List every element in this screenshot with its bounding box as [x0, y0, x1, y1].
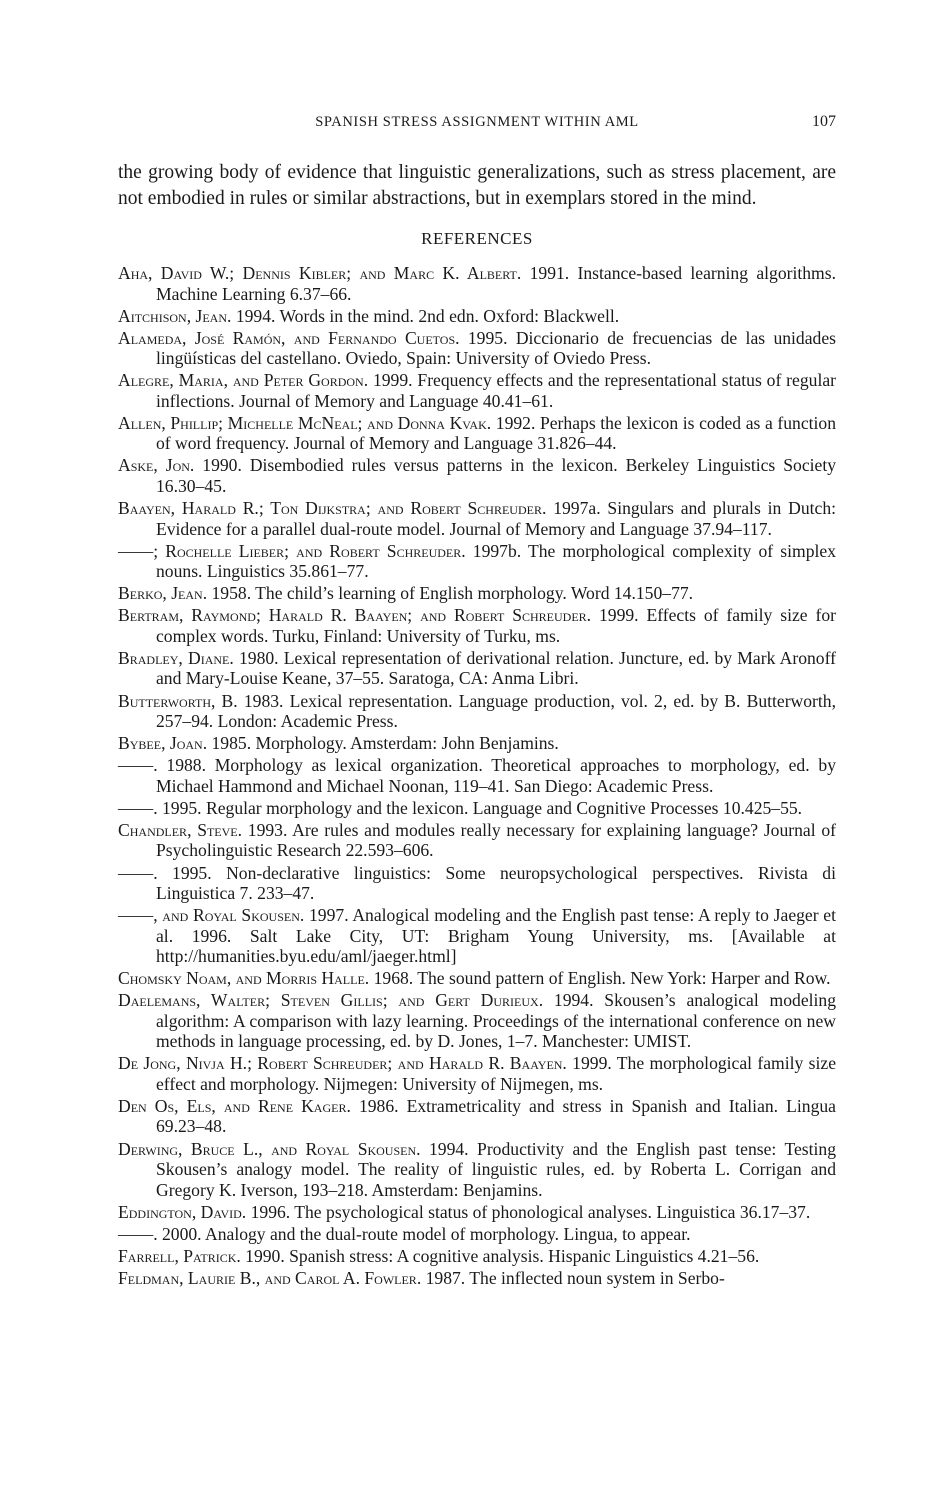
reference-author: Allen, Phillip; Michelle McNeal; and Donna Kvak.	[118, 412, 492, 433]
reference-details: 1992. Perhaps the lexicon is coded as a function of word frequency. Journal of Memory and Language 31.826–44.	[156, 412, 837, 454]
reference-entry	[118, 798, 836, 819]
reference-author: ——, and Royal Skousen.	[118, 905, 305, 926]
reference-entry	[118, 691, 836, 732]
reference-details: 1991. Instance-based learning algorithms. Machine Learning 6.37–66.	[156, 263, 836, 304]
reference-entry	[118, 863, 836, 904]
reference-entry	[118, 328, 836, 369]
reference-details: 1985. Morphology. Amsterdam: John Benjamins.	[207, 733, 559, 754]
reference-entry	[118, 498, 836, 539]
reference-author: Eddington, David.	[118, 1201, 247, 1222]
reference-details: 1995. Regular morphology and the lexicon. Language and Cognitive Processes 10.425–55.	[157, 797, 803, 818]
reference-entry	[118, 1268, 836, 1289]
reference-author: ——.	[118, 755, 158, 776]
running-head	[118, 111, 836, 135]
reference-author: Farrell, Patrick.	[118, 1245, 241, 1266]
reference-author: Baayen, Harald R.; Ton Dijkstra; and Robert Schreuder.	[118, 498, 547, 519]
reference-entry	[118, 968, 836, 989]
reference-author: Aitchison, Jean.	[118, 305, 232, 326]
reference-details: 1993. Are rules and modules really necessary for explaining language? Journal of Psycholinguistic Research 22.593–606.	[156, 819, 837, 861]
reference-author: Derwing, Bruce L., and Royal Skousen.	[118, 1138, 421, 1159]
reference-entry	[118, 1096, 836, 1137]
reference-entry	[118, 263, 836, 304]
reference-entry	[118, 605, 836, 646]
reference-author: De Jong, Nivja H.; Robert Schreuder; and Harald R. Baayen.	[118, 1053, 567, 1074]
reference-details: 1968. The sound pattern of English. New York: Harper and Row.	[369, 968, 831, 989]
page-number: 107	[812, 113, 836, 130]
reference-details: 1990. Spanish stress: A cognitive analysis. Hispanic Linguistics 4.21–56.	[240, 1245, 760, 1266]
reference-details: 1987. The inflected noun system in Serbo-	[421, 1267, 725, 1288]
reference-details: 1995. Non-declarative linguistics: Some neuropsychological perspectives. Rivista di Linguistica 7. 233–47.	[156, 862, 836, 903]
references-list	[118, 263, 836, 1290]
reference-author: Berko, Jean.	[118, 583, 208, 604]
reference-details: 1995. Diccionario de frecuencias de las unidades lingüísticas del castellano. Oviedo, Spain: University of Oviedo Press.	[156, 327, 836, 369]
reference-author: ——.	[118, 1223, 158, 1244]
reference-details: 1997. Analogical modeling and the English past tense: A reply to Jaeger et al. 1996. Salt Lake City, UT: Brigham Young University, ms. [Available at http://humanities.byu.edu/aml/jaeger.html]	[156, 905, 836, 967]
reference-entry	[118, 648, 836, 689]
reference-details: 1994. Productivity and the English past tense: Testing Skousen’s analogy model. The reality of linguistic rules, ed. by Roberta L. Corrigan and Gregory K. Iverson, 193–218. Amsterdam: Benjamins.	[156, 1138, 836, 1200]
reference-entry	[118, 905, 836, 967]
reference-details: 1988. Morphology as lexical organization. Theoretical approaches to morphology, ed. by Michael Hammond and Michael Noonan, 119–41. San Diego: Academic Press.	[156, 755, 836, 796]
reference-author: ——.	[118, 797, 158, 818]
reference-entry	[118, 370, 836, 411]
reference-author: ——; Rochelle Lieber; and Robert Schreuder.	[118, 540, 466, 561]
reference-author: ——.	[118, 862, 158, 883]
reference-author: Aha, David W.; Dennis Kibler; and Marc K. Albert.	[118, 263, 522, 283]
reference-details: 1997a. Singulars and plurals in Dutch: Evidence for a parallel dual-route model. Journal of Memory and Language 37.94–117.	[156, 498, 837, 539]
reference-details: 1997b. The morphological complexity of simplex nouns. Linguistics 35.861–77.	[156, 540, 836, 582]
reference-entry	[118, 990, 836, 1052]
reference-author: Bybee, Joan.	[118, 733, 208, 754]
reference-author: Bradley, Diane.	[118, 647, 234, 668]
intro-paragraph: the growing body of evidence that linguistic generalizations, such as stress placement, are not embodied in rules or similar abstractions, but in exemplars stored in the mind.	[118, 162, 836, 209]
reference-details: 1986. Extrametricality and stress in Spanish and Italian. Lingua 69.23–48.	[156, 1095, 836, 1137]
reference-entry	[118, 820, 836, 861]
reference-entry	[118, 1202, 836, 1223]
reference-author: Chandler, Steve.	[118, 819, 243, 840]
reference-author: Feldman, Laurie B., and Carol A. Fowler.	[118, 1267, 422, 1288]
reference-details: 2000. Analogy and the dual-route model of morphology. Lingua, to appear.	[157, 1223, 691, 1244]
reference-details: 1958. The child’s learning of English morphology. Word 14.150–77.	[207, 583, 694, 604]
reference-author: Aske, Jon.	[118, 455, 195, 476]
running-head-title: SPANISH STRESS ASSIGNMENT WITHIN AML	[315, 114, 639, 130]
reference-author: Alameda, José Ramón, and Fernando Cuetos.	[118, 327, 460, 348]
reference-entry	[118, 1224, 836, 1245]
reference-entry	[118, 1139, 836, 1201]
reference-details: 1999. The morphological family size effect and morphology. Nijmegen: University of Nijmegen, ms.	[156, 1053, 837, 1094]
reference-entry	[118, 413, 836, 454]
reference-details: 1999. Effects of family size for complex words. Turku, Finland: University of Turku, ms.	[156, 605, 836, 646]
reference-details: 1994. Skousen’s analogical modeling algorithm: A comparison with lazy learning. Proceedings of the international conference on new methods in language processing, ed. by D. Jones, 1–7. Manchester: UMIST.	[156, 990, 836, 1052]
reference-details: 1996. The psychological status of phonological analyses. Linguistica 36.17–37.	[246, 1201, 811, 1222]
reference-entry	[118, 583, 836, 604]
reference-entry	[118, 1246, 836, 1267]
references-heading: REFERENCES	[421, 229, 533, 248]
reference-details: 1994. Words in the mind. 2nd edn. Oxford: Blackwell.	[231, 305, 620, 326]
reference-author: Daelemans, Walter; Steven Gillis; and Gert Durieux.	[118, 990, 544, 1011]
reference-entry	[118, 541, 836, 582]
reference-entry	[118, 455, 836, 496]
reference-details: 1980. Lexical representation of derivational relation. Juncture, ed. by Mark Aronoff and Mary-Louise Keane, 37–55. Saratoga, CA: Anma Libri.	[156, 647, 836, 689]
reference-entry	[118, 306, 836, 327]
reference-details: 1990. Disembodied rules versus patterns in the lexicon. Berkeley Linguistics Society 16.30–45.	[156, 455, 837, 496]
reference-details: 1999. Frequency effects and the representational status of regular inflections. Journal of Memory and Language 40.41–61.	[156, 370, 836, 411]
reference-details: 1983. Lexical representation. Language production, vol. 2, ed. by B. Butterworth, 257–94. London: Academic Press.	[156, 690, 837, 732]
reference-entry	[118, 755, 836, 796]
reference-author: Chomsky Noam, and Morris Halle.	[118, 968, 370, 989]
reference-author: Butterworth, B.	[118, 690, 238, 711]
reference-entry	[118, 1053, 836, 1094]
reference-author: Bertram, Raymond; Harald R. Baayen; and Robert Schreuder.	[118, 605, 592, 626]
reference-author: Den Os, Els, and Rene Kager.	[118, 1095, 351, 1116]
reference-author: Alegre, Maria, and Peter Gordon.	[118, 370, 369, 391]
reference-entry	[118, 733, 836, 754]
